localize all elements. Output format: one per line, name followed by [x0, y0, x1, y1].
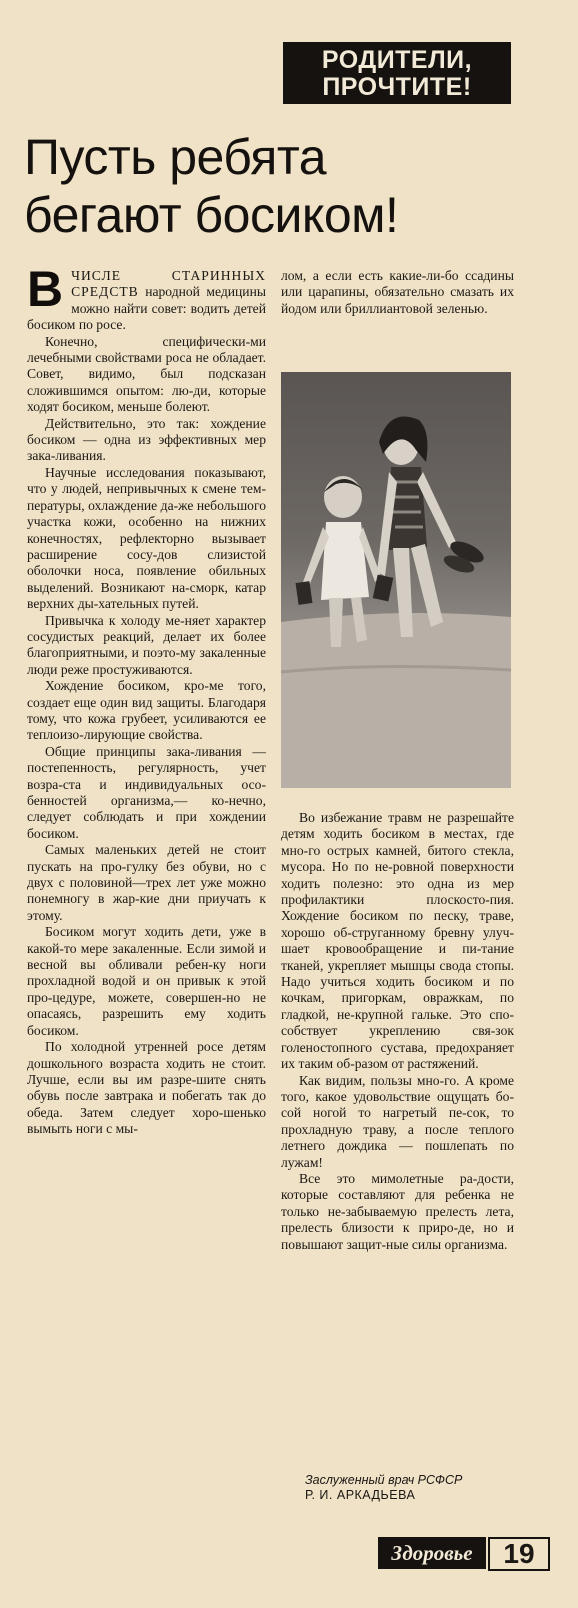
paragraph: Хождение босиком, кро-ме того, создает еще один вид защиты. Благодаря тому, что кожа грубеет, усиливаются ее теплоизо-лирующие свойства.: [27, 678, 266, 743]
author-signature: [305, 1473, 545, 1503]
children-beach-photo: [281, 372, 511, 788]
author-name: Р. И. АРКАДЬЕВА: [305, 1488, 416, 1502]
paragraph: Общие принципы зака-ливания — постепенность, регулярность, учет возра-ста и индивидуальных осо-бенностей организма,— ко-нечно, следует соблюдать и при хождении босиком.: [27, 743, 266, 841]
rubric-line-1: РОДИТЕЛИ,: [321, 46, 473, 74]
paragraph: По холодной утренней росе детям дошкольного возраста ходить не стоит. Лучше, если вы им разре-шите снять обувь после завтрака и побегать так до обеда. Затем следует хоро-шенько вымыть ноги с мы-: [27, 1039, 266, 1137]
rubric-label: [283, 42, 511, 104]
article-column-left: [27, 261, 266, 1468]
lead-caps: ЧИСЛЕ СТАРИННЫХ СРЕДСТВ: [71, 268, 266, 300]
paragraph: Научные исследования показывают, что у людей, непривычных к смене тем-пературы, охлаждение да-же небольшого участка кожи, особенно на нижних конечностях, рефлекторно вызывает расширение сосу-дов слизистой оболочки носа, появление обильных выделений. Возникают на-сморк, катар верхних ды-хательных путей.: [27, 464, 266, 612]
paragraph: Как видим, пользы мно-го. А кроме того, какое удовольствие ощущать бо-сой ногой то нагретый пе-сок, то прохладную траву, а после теплого летнего дождика — пошлепать по лужам!: [281, 1072, 514, 1170]
drop-cap: В: [27, 261, 64, 317]
headline-line-2: бегают босиком!: [24, 187, 399, 243]
page-footer: [378, 1537, 548, 1573]
author-title: Заслуженный врач РСФСР: [305, 1473, 463, 1487]
page-number: 19: [488, 1537, 550, 1571]
article-headline: [24, 128, 544, 244]
paragraph: Все это мимолетные ра-дости, которые составляют для ребенка не только не-забываемую прелесть лета, прелесть близости к приро-де, но и повышают защит-ные силы организма.: [281, 1170, 514, 1252]
paragraph-continuation: лом, а если есть какие-ли-бо ссадины или царапины, обязательно смазать их йодом или бриллиантовой зеленью.: [281, 268, 514, 316]
magazine-name: Здоровье: [378, 1537, 486, 1569]
paragraph: Самых маленьких детей не стоит пускать на про-гулку без обуви, но с двух с половиной—трех лет уже можно понемногу в жар-кие дни приучать к этому.: [27, 842, 266, 923]
photo-illustration: [281, 372, 511, 788]
article-column-right: [281, 810, 514, 1330]
lead-rest: народной медицины можно найти совет: водить детей босиком по росе.: [27, 284, 266, 333]
lead-paragraph: [27, 261, 266, 334]
paragraph: Конечно, специфически-ми лечебными свойствами роса не обладает. Совет, видимо, был подсказан сложившимся опытом: лю-ди, которые ходят босиком, меньше болеют.: [27, 333, 266, 415]
article-column-right-top: [281, 268, 514, 317]
headline-line-1: Пусть ребята: [24, 129, 327, 185]
rubric-line-2: ПРОЧТИТЕ!: [322, 73, 472, 101]
paragraph: Действительно, это так: хождение босиком — одна из эффективных мер зака-ливания.: [27, 415, 266, 464]
paragraph: Во избежание травм не разрешайте детям ходить босиком в местах, где мно-го острых камней, битого стекла, мусора. Но по не-ровной поверхности ходить полезно: это одна из мер профилактики плоскосто-пия. Хождение босиком по песку, траве, хорошо об-струганному бревну улуч-шает кровообращение и пи-тание тканей, укрепляет мышцы свода стопы. Надо учиться ходить босиком и по кочкам, пригоркам, овражкам, по гладкой, не-крупной гальке. Это спо-собствует укреплению свя-зок голеностопного сустава, предохраняет их таким об-разом от растяжений.: [281, 810, 514, 1072]
paragraph: Привычка к холоду ме-няет характер сосудистых реакций, делает их более благоприятными, и поэто-му закаленные люди реже простуживаются.: [27, 612, 266, 677]
paragraph: Босиком могут ходить дети, уже в какой-то мере закаленные. Если зимой и весной вы обливали ребен-ку ноги прохладной водой и он привык к этой про-цедуре, можете, совершен-но не опасаясь, разрешить ему ходить босиком.: [27, 924, 266, 1038]
